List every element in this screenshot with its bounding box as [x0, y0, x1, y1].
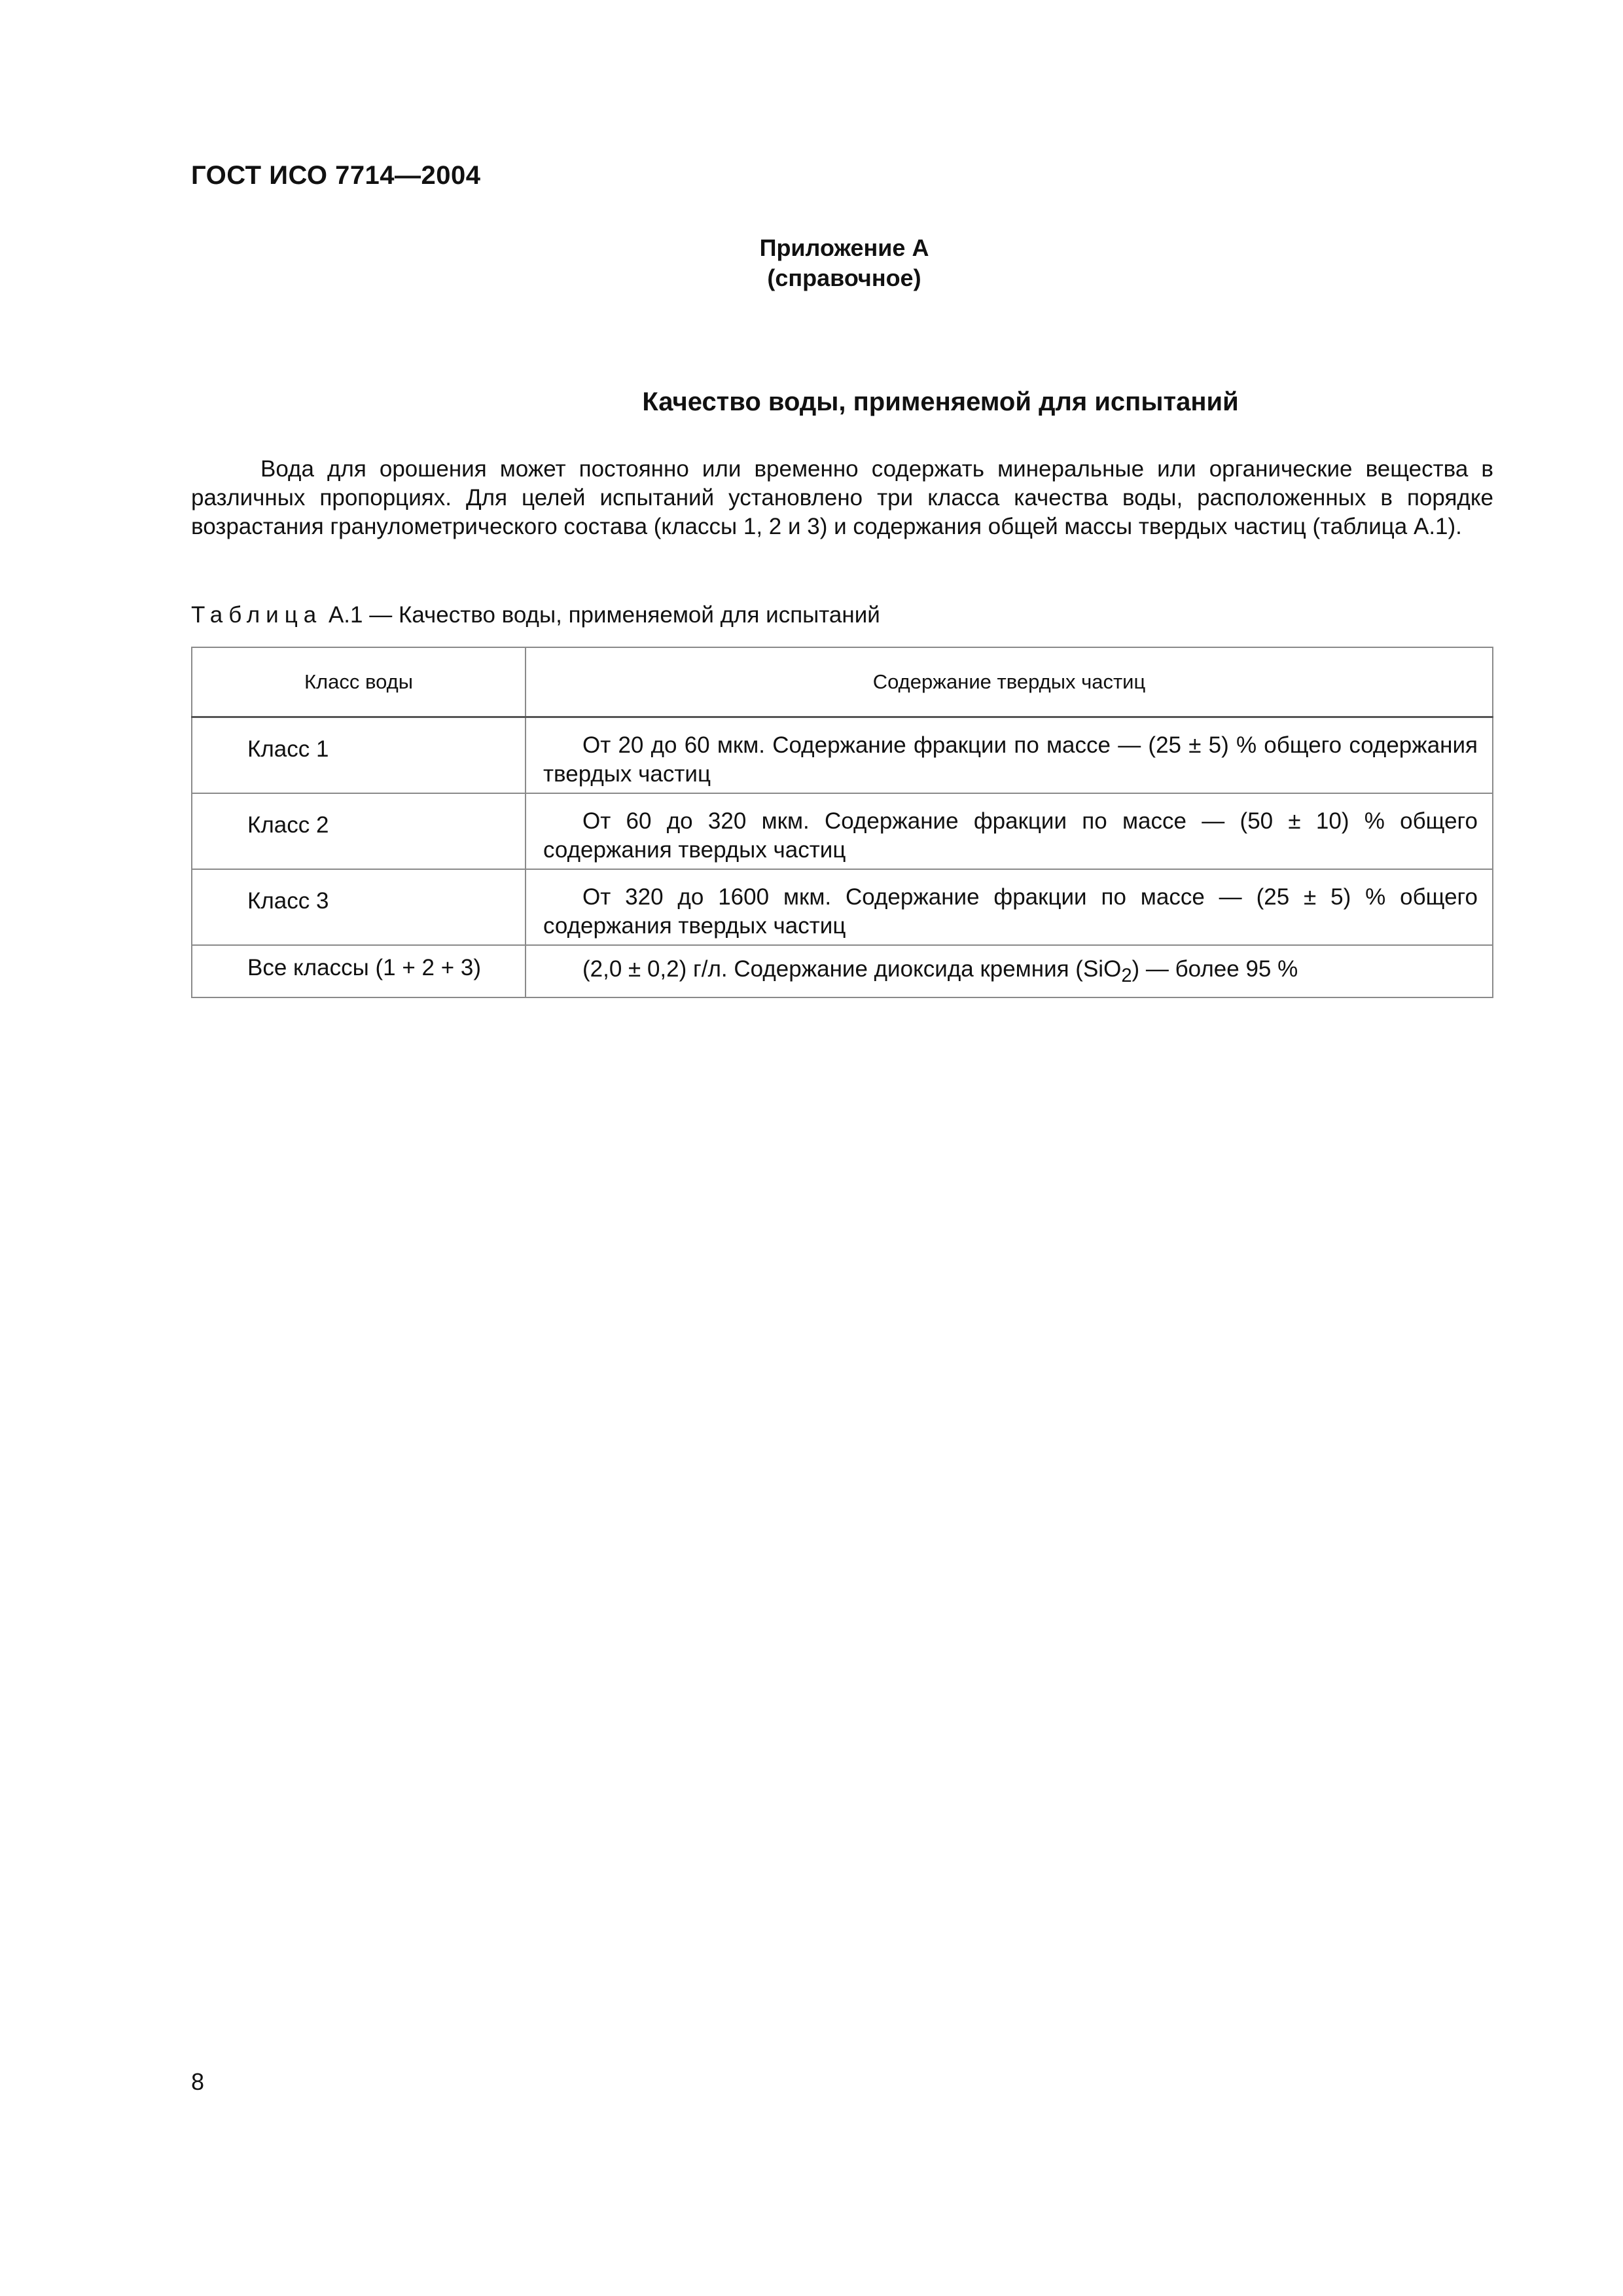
header-content: Содержание твердых частиц — [526, 647, 1493, 717]
table-caption-text: А.1 — Качество воды, применяемой для испытаний — [322, 602, 880, 628]
appendix-title: Приложение А — [759, 234, 929, 261]
content-text: (2,0 ± 0,2) г/л. Содержание диоксида кремния (SiO — [582, 956, 1122, 982]
page-number: 8 — [191, 2068, 205, 2095]
appendix-note: (справочное) — [767, 264, 921, 291]
water-quality-table — [191, 647, 1493, 998]
table-row — [192, 793, 1493, 869]
class-cell: Класс 3 — [192, 869, 526, 945]
header-class: Класс воды — [192, 647, 526, 717]
content-cell — [526, 945, 1493, 997]
content-cell: От 20 до 60 мкм. Содержание фракции по массе — (25 ± 5) % общего содержания твердых частиц — [526, 717, 1493, 794]
section-title: Качество воды, применяемой для испытаний — [642, 387, 1239, 416]
class-cell: Класс 2 — [192, 793, 526, 869]
table-header-row — [192, 647, 1493, 717]
intro-paragraph: Вода для орошения может постоянно или временно содержать минеральные или органические вещества в различных пропорциях. Для целей испытаний установлено три класса качества воды, расположенных в порядке возрастания гранулометрического состава (классы 1, 2 и 3) и содержания общей массы твердых частиц (таблица А.1). — [191, 456, 1493, 539]
subscript-text: 2 — [1121, 965, 1132, 986]
table-row — [192, 717, 1493, 794]
class-cell: Класс 1 — [192, 717, 526, 794]
content-cell: От 320 до 1600 мкм. Содержание фракции по массе — (25 ± 5) % общего содержания твердых частиц — [526, 869, 1493, 945]
content-text: ) — более 95 % — [1132, 956, 1298, 982]
table-row — [192, 869, 1493, 945]
table-caption-label: Таблица — [191, 602, 323, 628]
table-row — [192, 945, 1493, 997]
content-cell: От 60 до 320 мкм. Содержание фракции по массе — (50 ± 10) % общего содержания твердых частиц — [526, 793, 1493, 869]
table-caption — [191, 602, 880, 628]
class-cell: Все классы (1 + 2 + 3) — [192, 945, 526, 997]
document-code: ГОСТ ИСО 7714—2004 — [191, 161, 481, 190]
